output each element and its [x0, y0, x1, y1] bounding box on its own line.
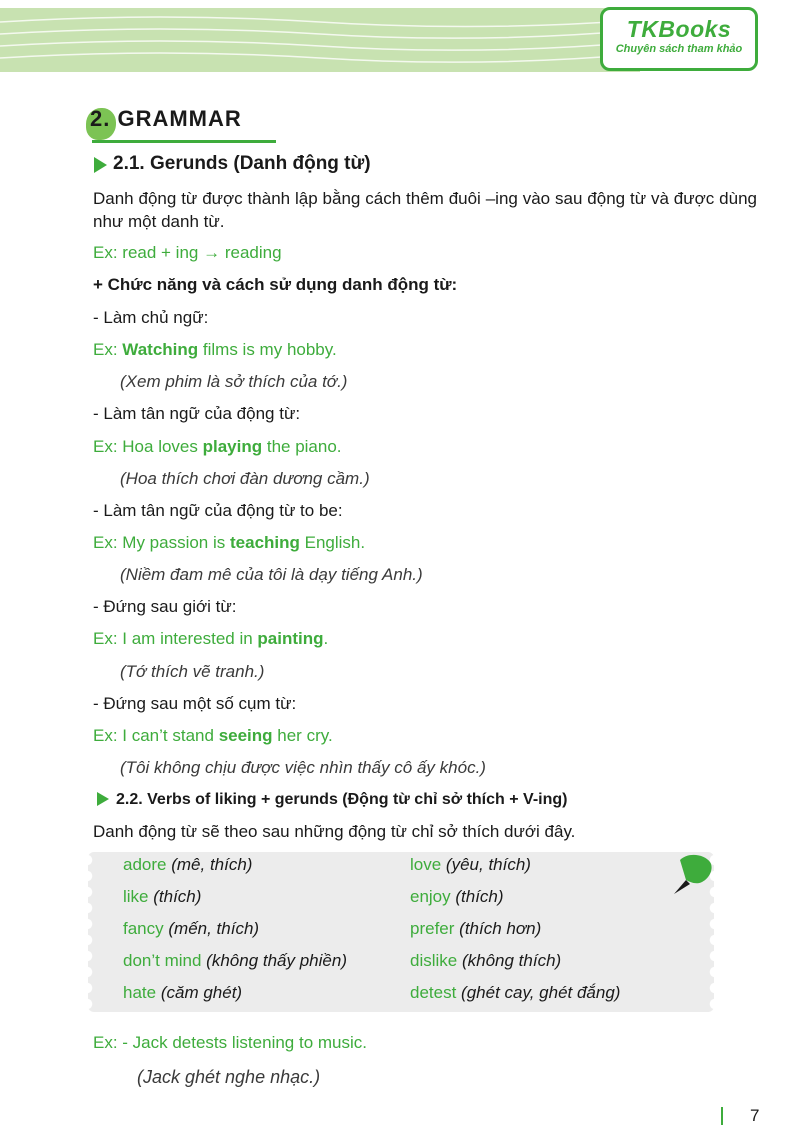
- functions-heading: + Chức năng và cách sử dụng danh động từ:: [93, 275, 458, 294]
- verb-word: fancy: [123, 919, 164, 938]
- verb-meaning: (căm ghét): [160, 983, 243, 1002]
- verb-word: love: [410, 855, 442, 874]
- page-number: 7: [750, 1106, 760, 1125]
- use-label: - Làm tân ngữ của động từ to be:: [93, 501, 343, 520]
- example-gerund: seeing: [218, 726, 273, 745]
- pushpin-icon: [670, 852, 714, 896]
- example-gerund: teaching: [230, 533, 300, 552]
- example-text: English.: [299, 533, 366, 552]
- brand-tagline: Chuyên sách tham khảo: [615, 43, 743, 55]
- verb-meaning: (không thấy phiền): [206, 951, 347, 970]
- use-label: - Đứng sau một số cụm từ:: [93, 694, 297, 713]
- verbs-example-translation: (Jack ghét nghe nhạc.): [137, 1067, 321, 1087]
- example-text: Ex: My passion is: [93, 533, 230, 552]
- verb-word: hate: [123, 983, 157, 1002]
- verb-meaning: (ghét cay, ghét đắng): [461, 983, 621, 1002]
- verb-meaning: (thích): [455, 887, 504, 906]
- section-title: 2. GRAMMAR: [90, 106, 242, 131]
- use-example: [93, 436, 342, 458]
- gerund-formation-example: [93, 242, 282, 264]
- verb-meaning: (thích): [153, 887, 202, 906]
- use-translation: (Hoa thích chơi đàn dương cầm.): [120, 469, 370, 488]
- verb-item: [123, 982, 242, 1004]
- example-gerund: painting: [257, 629, 324, 648]
- use-label: - Làm chủ ngữ:: [93, 308, 209, 327]
- verb-meaning: (yêu, thích): [445, 855, 531, 874]
- verb-item: [123, 886, 201, 908]
- brand-name: TKBooks: [626, 16, 732, 42]
- example-text: Ex: I am interested in: [93, 629, 258, 648]
- verb-word: don’t mind: [123, 951, 202, 970]
- page-number-bar: [721, 1107, 723, 1125]
- verb-word: like: [123, 887, 149, 906]
- verb-meaning: (thích hơn): [459, 919, 542, 938]
- verb-item: [410, 982, 620, 1004]
- example-prefix: Ex: read + ing: [93, 243, 199, 262]
- triangle-bullet-icon: [94, 157, 107, 173]
- gerund-intro-paragraph: Danh động từ được thành lập bằng cách thêm đuôi –ing vào sau động từ và được dùng như một danh từ.: [93, 189, 757, 231]
- verb-item: [123, 950, 347, 972]
- verb-word: dislike: [410, 951, 458, 970]
- example-text: films is my hobby.: [198, 340, 337, 359]
- verb-item: [410, 950, 561, 972]
- header-wave-lines: [0, 8, 640, 72]
- box-scallop-left: [87, 852, 95, 1012]
- verb-meaning: (mến, thích): [168, 919, 260, 938]
- example-text: Ex:: [93, 340, 123, 359]
- brand-logo: [600, 7, 758, 71]
- verb-item: [123, 854, 252, 876]
- use-translation: (Tôi không chịu được việc nhìn thấy cô ấy khóc.): [120, 758, 486, 777]
- use-translation: (Niềm đam mê của tôi là dạy tiếng Anh.): [120, 565, 423, 584]
- example-result: reading: [224, 243, 282, 262]
- example-text: Ex: I can’t stand: [93, 726, 219, 745]
- example-text: the piano.: [262, 437, 342, 456]
- use-label: - Làm tân ngữ của động từ:: [93, 404, 301, 423]
- verb-word: detest: [410, 983, 457, 1002]
- verb-word: prefer: [410, 919, 455, 938]
- verb-word: enjoy: [410, 887, 451, 906]
- verb-item: [410, 854, 531, 876]
- verb-meaning: (không thích): [461, 951, 562, 970]
- verb-item: [410, 886, 504, 908]
- verb-meaning: (mê, thích): [171, 855, 253, 874]
- use-label: - Đứng sau giới từ:: [93, 597, 237, 616]
- example-text: Ex: Hoa loves: [93, 437, 203, 456]
- example-gerund: playing: [202, 437, 263, 456]
- use-example: [93, 628, 328, 650]
- header-band: [0, 8, 640, 72]
- arrow-icon: →: [203, 243, 221, 262]
- verb-item: [123, 918, 259, 940]
- example-text: .: [323, 629, 329, 648]
- use-example: [93, 339, 337, 361]
- use-translation: (Tớ thích vẽ tranh.): [120, 662, 265, 681]
- use-example: [93, 725, 333, 747]
- example-gerund: Watching: [122, 340, 199, 359]
- use-translation: (Xem phim là sở thích của tớ.): [120, 372, 348, 391]
- section-title-underline: [92, 140, 276, 143]
- verbs-intro: Danh động từ sẽ theo sau những động từ chỉ sở thích dưới đây.: [93, 822, 576, 841]
- triangle-bullet-icon: [97, 792, 109, 806]
- verbs-example: Ex: - Jack detests listening to music.: [93, 1033, 367, 1052]
- verb-item: [410, 918, 541, 940]
- verb-word: adore: [123, 855, 167, 874]
- use-example: [93, 532, 365, 554]
- subsection-heading-gerunds: 2.1. Gerunds (Danh động từ): [113, 153, 371, 174]
- subsection-heading-verbs-of-liking: 2.2. Verbs of liking + gerunds (Động từ chỉ sở thích + V-ing): [116, 791, 568, 808]
- example-text: her cry.: [272, 726, 333, 745]
